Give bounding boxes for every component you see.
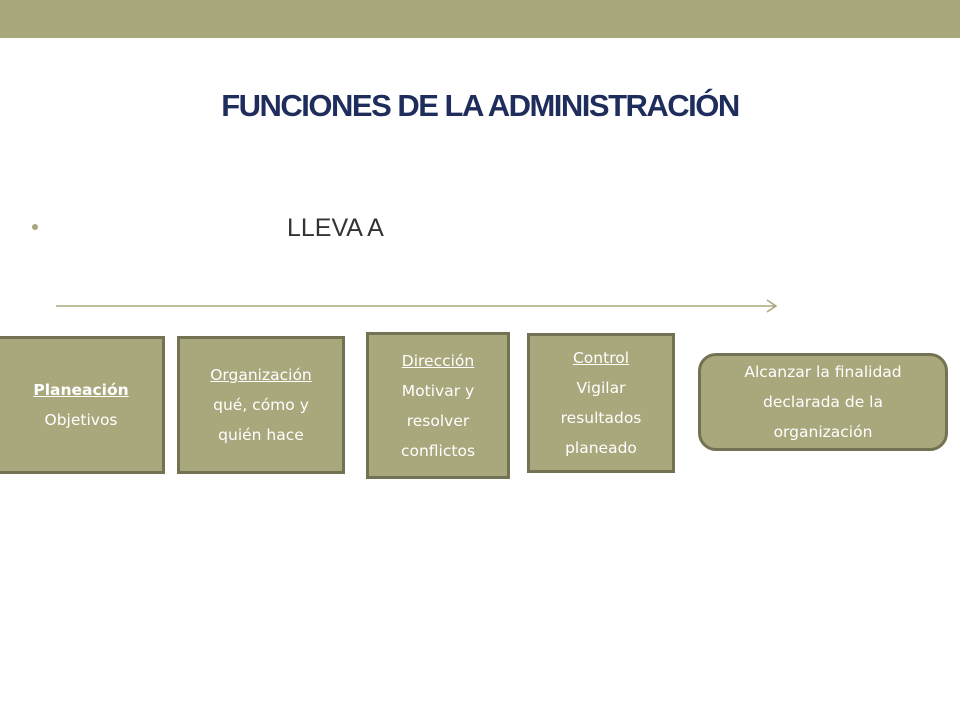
flow-arrow <box>56 298 780 314</box>
bullet-dot <box>32 224 38 230</box>
step-heading: Organización <box>210 366 312 384</box>
step-heading: Dirección <box>401 351 475 370</box>
step-text: Motivar y resolver conflictos <box>400 381 476 460</box>
step-text: qué, cómo y quién hace <box>213 396 309 444</box>
bullet-row <box>32 214 632 248</box>
goal-box: Alcanzar la finalidad declarada de la organización <box>698 353 948 451</box>
step-organizacion <box>177 336 345 474</box>
step-direccion <box>366 332 510 479</box>
step-planeacion <box>0 336 165 474</box>
step-heading: Control <box>572 349 630 367</box>
step-text: Objetivos <box>44 411 118 429</box>
step-control <box>527 333 675 473</box>
step-heading: Planeación <box>33 381 129 399</box>
top-band <box>0 0 960 38</box>
step-text: Vigilar resultados planeado <box>560 379 642 457</box>
slide-title: FUNCIONES DE LA ADMINISTRACIÓN <box>221 88 739 123</box>
bullet-text: LLEVA A <box>287 214 384 242</box>
